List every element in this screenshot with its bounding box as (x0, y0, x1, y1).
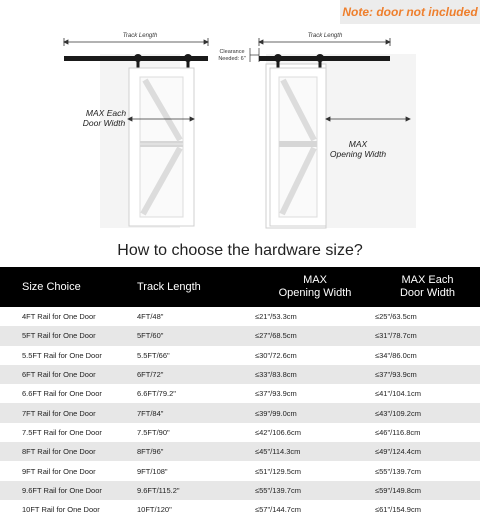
diagram (0, 0, 480, 240)
cell-max-each-door-width: ≤46"/116.8cm (375, 427, 421, 437)
cell-size-choice: 8FT Rail for One Door (22, 447, 96, 457)
cell-max-each-door-width: ≤55"/139.7cm (375, 466, 421, 476)
cell-max-opening-width: ≤55"/139.7cm (255, 485, 301, 495)
cell-track-length: 8FT/96" (137, 447, 164, 457)
cell-max-each-door-width: ≤31"/78.7cm (375, 331, 417, 341)
cell-max-each-door-width: ≤37"/93.9cm (375, 370, 417, 380)
cell-size-choice: 10FT Rail for One Door (22, 505, 100, 515)
cell-track-length: 6FT/72" (137, 370, 164, 380)
cell-max-opening-width: ≤57"/144.7cm (255, 505, 301, 515)
cell-track-length: 4FT/48" (137, 312, 164, 322)
clearance-label-line2: Needed: 6" (218, 56, 246, 62)
cell-max-each-door-width: ≤49"/124.4cm (375, 447, 421, 457)
max-opening-width-line1: MAX (348, 139, 368, 149)
right-door-illustration (218, 33, 416, 228)
cell-max-opening-width: ≤37"/93.9cm (255, 389, 297, 399)
right-track-dimension (259, 38, 390, 46)
cell-max-opening-width: ≤21"/53.3cm (255, 312, 297, 322)
table-row (0, 346, 480, 365)
cell-track-length: 5.5FT/66" (137, 350, 170, 360)
cell-max-opening-width: ≤27"/68.5cm (255, 331, 297, 341)
cell-track-length: 7.5FT/90" (137, 427, 170, 437)
cell-size-choice: 6FT Rail for One Door (22, 370, 96, 380)
max-each-door-width-line1: MAX Each (85, 108, 127, 118)
table-row (0, 442, 480, 461)
header-max-opening-width: MAX Opening Width (278, 274, 352, 299)
cell-size-choice: 4FT Rail for One Door (22, 312, 96, 322)
clearance-label-line1: Clearance (219, 49, 245, 55)
left-door (129, 68, 194, 226)
cell-track-length: 9FT/108" (137, 466, 168, 476)
cell-max-each-door-width: ≤41"/104.1cm (375, 389, 421, 399)
cell-max-opening-width: ≤45"/114.3cm (255, 447, 301, 457)
cell-max-opening-width: ≤33"/83.8cm (255, 370, 297, 380)
table-header-row (0, 267, 480, 307)
cell-max-opening-width: ≤30"/72.6cm (255, 350, 297, 360)
table-row (0, 481, 480, 500)
header-max-each-door-width: MAX Each Door Width (399, 274, 456, 299)
clearance-marker (250, 48, 259, 62)
size-table (0, 267, 480, 519)
cell-track-length: 10FT/120" (137, 505, 172, 515)
cell-max-each-door-width: ≤25"/63.5cm (375, 312, 417, 322)
left-track-length-label: Track Length (122, 33, 158, 39)
cell-max-each-door-width: ≤34"/86.0cm (375, 350, 417, 360)
cell-size-choice: 9.6FT Rail for One Door (22, 485, 102, 495)
header-track-length: Track Length (137, 280, 201, 293)
table-row (0, 500, 480, 519)
cell-track-length: 7FT/84" (137, 408, 164, 418)
table-row (0, 423, 480, 442)
cell-max-opening-width: ≤39"/99.0cm (255, 408, 297, 418)
right-track-length-label: Track Length (307, 33, 343, 39)
max-opening-width-line2: Opening Width (329, 149, 387, 159)
cell-size-choice: 7.5FT Rail for One Door (22, 427, 102, 437)
section-title: How to choose the hardware size? (117, 242, 363, 259)
right-door (270, 68, 326, 226)
max-each-door-width-line2: Door Width (82, 118, 126, 128)
header-size-choice: Size Choice (22, 280, 81, 293)
cell-size-choice: 6.6FT Rail for One Door (22, 389, 102, 399)
left-door-illustration (64, 33, 208, 228)
table-row (0, 326, 480, 345)
cell-size-choice: 9FT Rail for One Door (22, 466, 96, 476)
cell-max-opening-width: ≤42"/106.6cm (255, 427, 301, 437)
table-row (0, 403, 480, 422)
cell-max-each-door-width: ≤59"/149.8cm (375, 485, 421, 495)
table-row (0, 461, 480, 480)
cell-track-length: 5FT/60" (137, 331, 164, 341)
cell-max-opening-width: ≤51"/129.5cm (255, 466, 301, 476)
cell-size-choice: 7FT Rail for One Door (22, 408, 96, 418)
cell-size-choice: 5FT Rail for One Door (22, 331, 96, 341)
note-text: Note: door not included (342, 5, 478, 19)
cell-max-each-door-width: ≤43"/109.2cm (375, 408, 421, 418)
cell-size-choice: 5.5FT Rail for One Door (22, 350, 102, 360)
cell-max-each-door-width: ≤61"/154.9cm (375, 505, 421, 515)
left-track-dimension (64, 38, 208, 46)
table-row (0, 365, 480, 384)
cell-track-length: 6.6FT/79.2" (137, 389, 176, 399)
cell-track-length: 9.6FT/115.2" (137, 485, 180, 495)
table-row (0, 384, 480, 403)
table-row (0, 307, 480, 326)
